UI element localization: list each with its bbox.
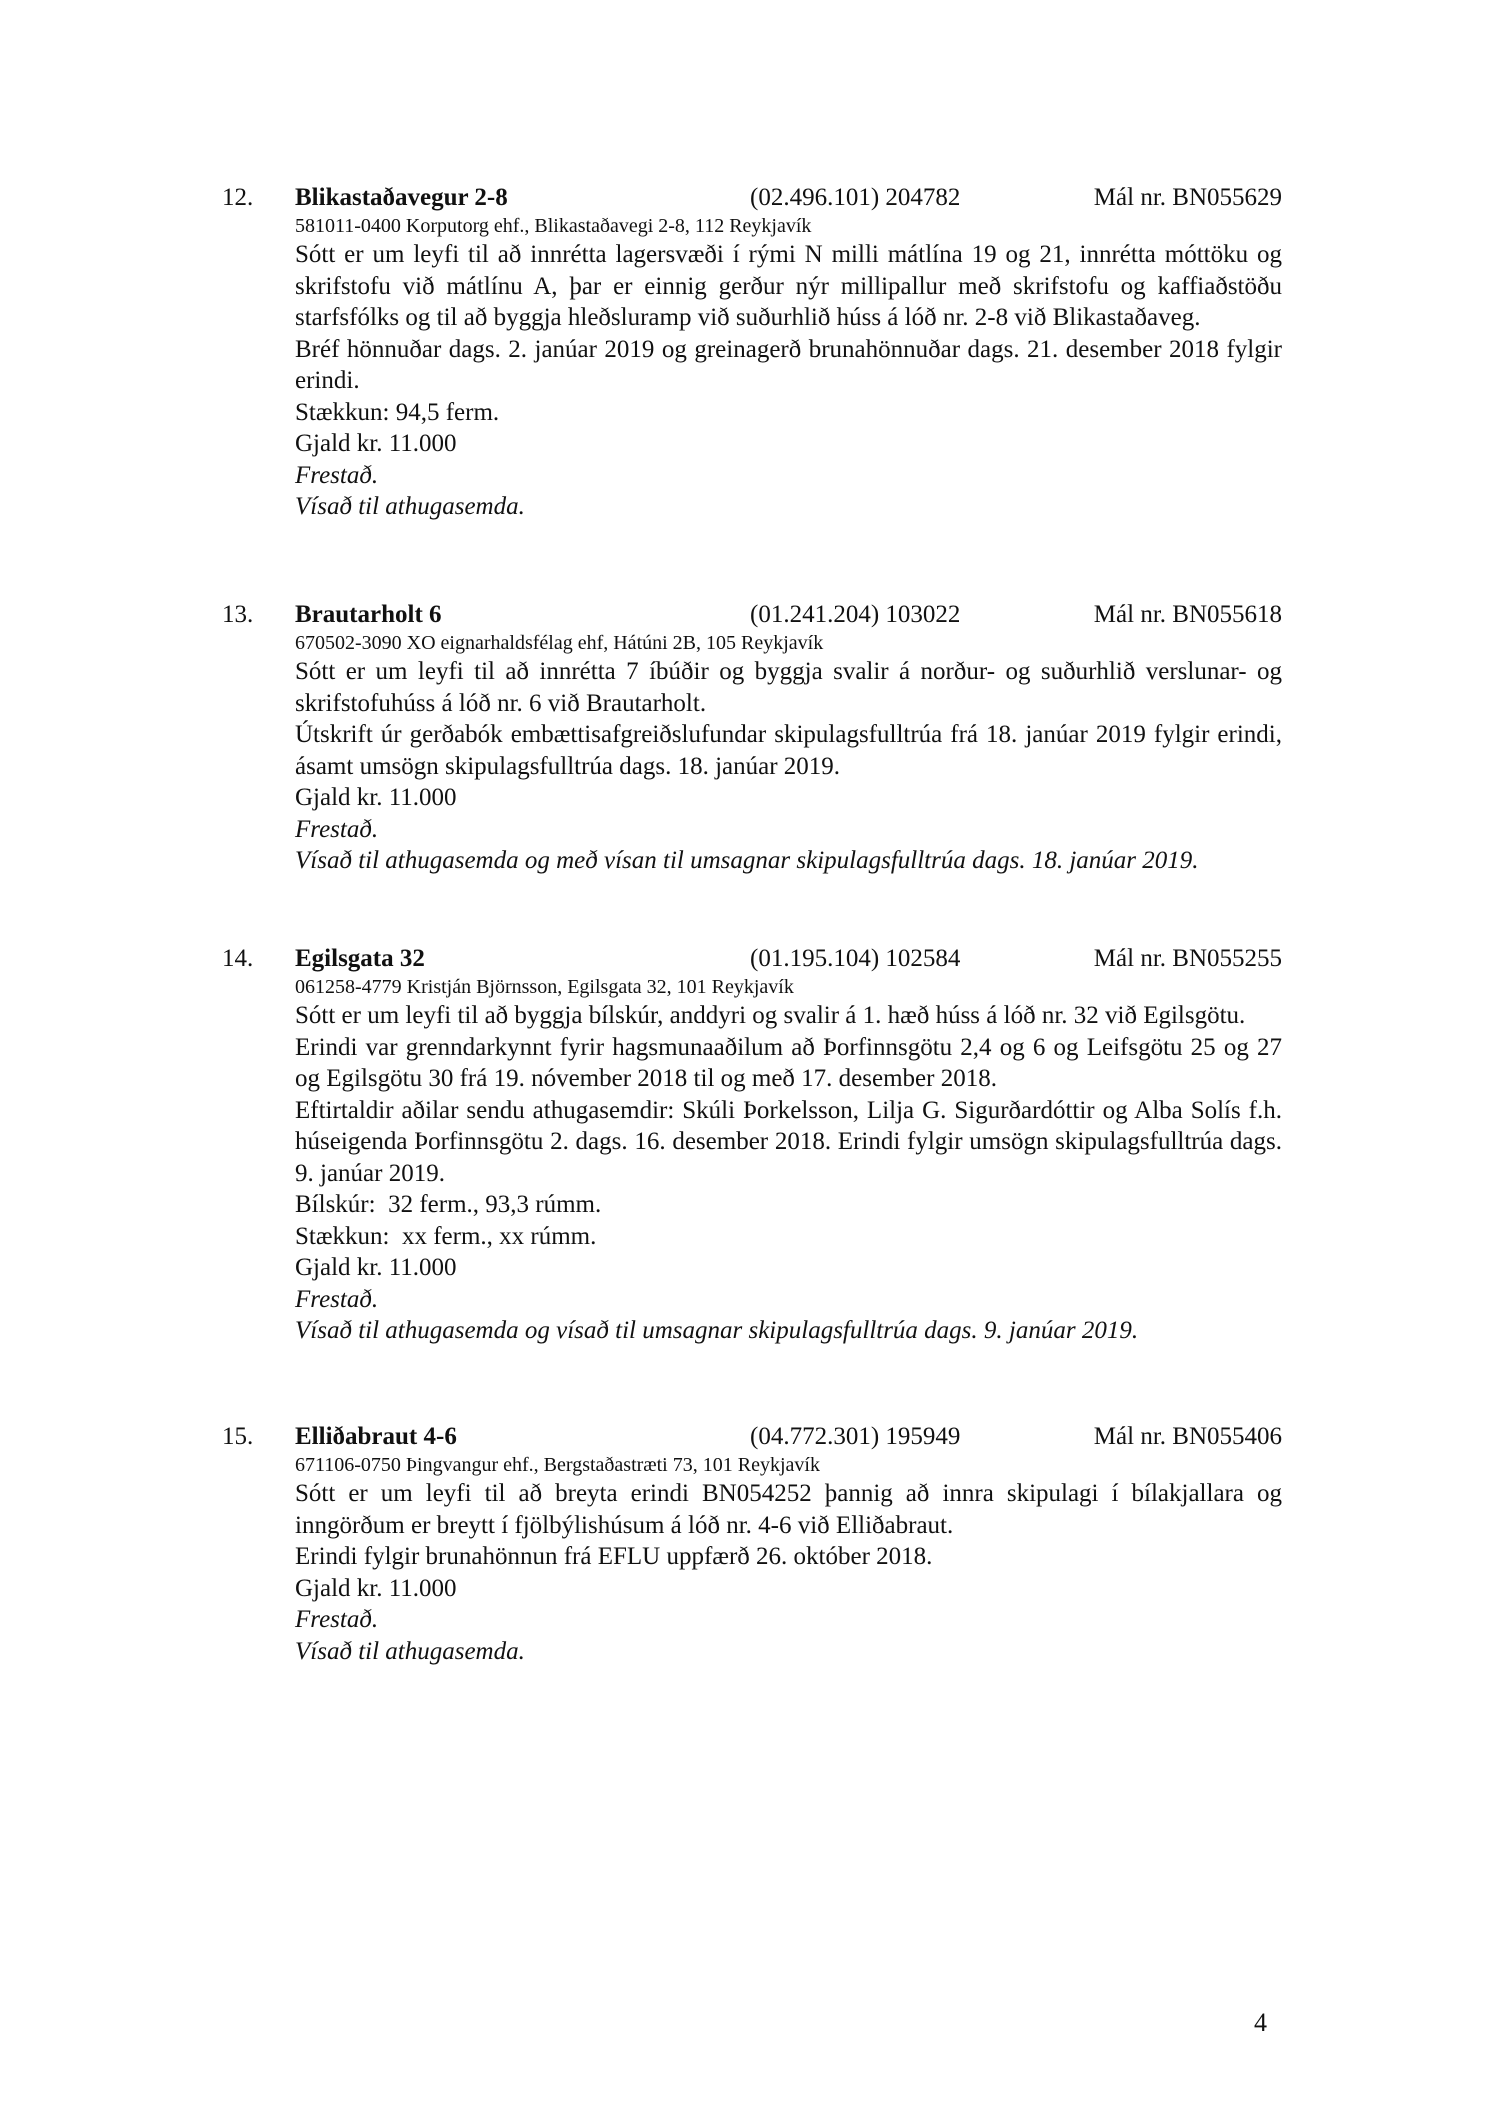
item-address: Egilsgata 32 (295, 945, 425, 972)
item-address: Brautarholt 6 (295, 601, 442, 628)
item-header (222, 942, 1282, 976)
item-paragraph: Erindi fylgir brunahönnun frá EFLU uppfærð 26. október 2018. (295, 1543, 933, 1570)
item-case-number: Mál nr. BN055618 (1093, 601, 1282, 628)
item-decision: Frestað. (295, 1285, 379, 1313)
item-lot-number: (04.772.301) 195949 (750, 1423, 961, 1450)
item-number: 13. (222, 601, 254, 628)
agenda-item-15 (222, 1420, 1282, 1667)
item-detail-line: Stækkun: xx ferm., xx rúmm. (295, 1222, 597, 1250)
item-lot-number: (02.496.101) 204782 (750, 184, 961, 211)
item-decision: Vísað til athugasemda og með vísan til umsagnar skipulagsfulltrúa dags. 18. janúar 2019. (295, 847, 1199, 874)
item-applicant: 061258-4779 Kristján Björnsson, Egilsgata 32, 101 Reykjavík (295, 976, 794, 998)
item-fee-line: Gjald kr. 11.000 (295, 430, 457, 457)
item-fee-line: Gjald kr. 11.000 (295, 1574, 457, 1602)
item-lot-number: (01.241.204) 103022 (750, 601, 961, 628)
item-decision: Vísað til athugasemda. (295, 1637, 525, 1665)
item-decision: Vísað til athugasemda. (295, 493, 525, 520)
item-decision: Frestað. (295, 815, 379, 843)
item-decision: Frestað. (295, 1606, 379, 1633)
item-address: Blikastaðavegur 2-8 (295, 184, 508, 211)
item-address: Elliðabraut 4-6 (295, 1423, 457, 1450)
item-decision: Frestað. (295, 461, 379, 489)
agenda-item-14 (222, 942, 1282, 1347)
item-header (222, 598, 1282, 632)
item-paragraph: Sótt er um leyfi til að byggja bílskúr, anddyri og svalir á 1. hæð húss á lóð nr. 32 við Egilsgötu. (295, 1002, 1246, 1029)
item-detail-line: Stækkun: 94,5 ferm. (295, 398, 500, 426)
item-body (295, 213, 1282, 523)
item-paragraph: Sótt er um leyfi til að innrétta 7 íbúðir og byggja svalir á norður- og suðurhlið verslunar- og skrifstofuhúss á lóð nr. 6 við Brautarholt. (295, 658, 1282, 717)
item-paragraph: Erindi var grenndarkynnt fyrir hagsmunaaðilum að Þorfinnsgötu 2,4 og 6 og Leifsgötu 25 og 27 og Egilsgötu 30 frá 19. nóvember 2018 til og með 17. desember 2018. (295, 1033, 1282, 1092)
item-paragraph: Sótt er um leyfi til að breyta erindi BN054252 þannig að innra skipulagi í bílakjallara og inngörðum er breytt í fjölbýlishúsum á lóð nr. 4-6 við Elliðabraut. (295, 1480, 1282, 1539)
item-case-number: Mál nr. BN055629 (1093, 184, 1282, 211)
item-number: 14. (222, 945, 254, 972)
item-paragraph: Sótt er um leyfi til að innrétta lagersvæði í rými N milli mátlína 19 og 21, innrétta móttöku og skrifstofu við mátlínu A, þar er einnig gerður nýr millipallur með skrifstofu og kaffiaðstöðu starfsfólks og til að byggja hleðsluramp við suðurhlið húss á lóð nr. 2-8 við Blikastaðaveg. (295, 241, 1282, 331)
item-body (295, 630, 1282, 877)
item-applicant: 581011-0400 Korputorg ehf., Blikastaðavegi 2-8, 112 Reykjavík (295, 215, 812, 237)
item-paragraph: Eftirtaldir aðilar sendu athugasemdir: Skúli Þorkelsson, Lilja G. Sigurðardóttir og Alba Solís f.h. húseigenda Þorfinnsgötu 2. dags. 16. desember 2018. Erindi fylgir umsögn skipulagsfulltrúa dags. 9. janúar 2019. (295, 1096, 1282, 1187)
item-body (295, 1452, 1282, 1667)
item-decision: Vísað til athugasemda og vísað til umsagnar skipulagsfulltrúa dags. 9. janúar 2019. (295, 1317, 1139, 1344)
item-detail-line: Bílskúr: 32 ferm., 93,3 rúmm. (295, 1191, 602, 1218)
agenda-item-12 (222, 181, 1282, 523)
item-number: 15. (222, 1423, 254, 1450)
item-paragraph: Útskrift úr gerðabók embættisafgreiðslufundar skipulagsfulltrúa frá 18. janúar 2019 fylgir erindi, ásamt umsögn skipulagsfulltrúa dags. 18. janúar 2019. (295, 721, 1282, 780)
item-lot-number: (01.195.104) 102584 (750, 945, 961, 972)
item-applicant: 670502-3090 XO eignarhaldsfélag ehf, Hátúni 2B, 105 Reykjavík (295, 632, 824, 654)
item-body (295, 974, 1282, 1347)
item-number: 12. (222, 184, 254, 211)
page-number: 4 (1254, 2008, 1267, 2037)
agenda-item-13 (222, 598, 1282, 877)
item-paragraph: Bréf hönnuðar dags. 2. janúar 2019 og greinagerð brunahönnuðar dags. 21. desember 2018 fylgir erindi. (295, 335, 1282, 394)
item-case-number: Mál nr. BN055406 (1093, 1423, 1282, 1450)
item-applicant: 671106-0750 Þingvangur ehf., Bergstaðastræti 73, 101 Reykjavík (295, 1454, 820, 1476)
item-case-number: Mál nr. BN055255 (1093, 945, 1282, 972)
item-fee-line: Gjald kr. 11.000 (295, 784, 457, 811)
item-header (222, 1420, 1282, 1454)
item-header (222, 181, 1282, 215)
item-fee-line: Gjald kr. 11.000 (295, 1254, 457, 1281)
